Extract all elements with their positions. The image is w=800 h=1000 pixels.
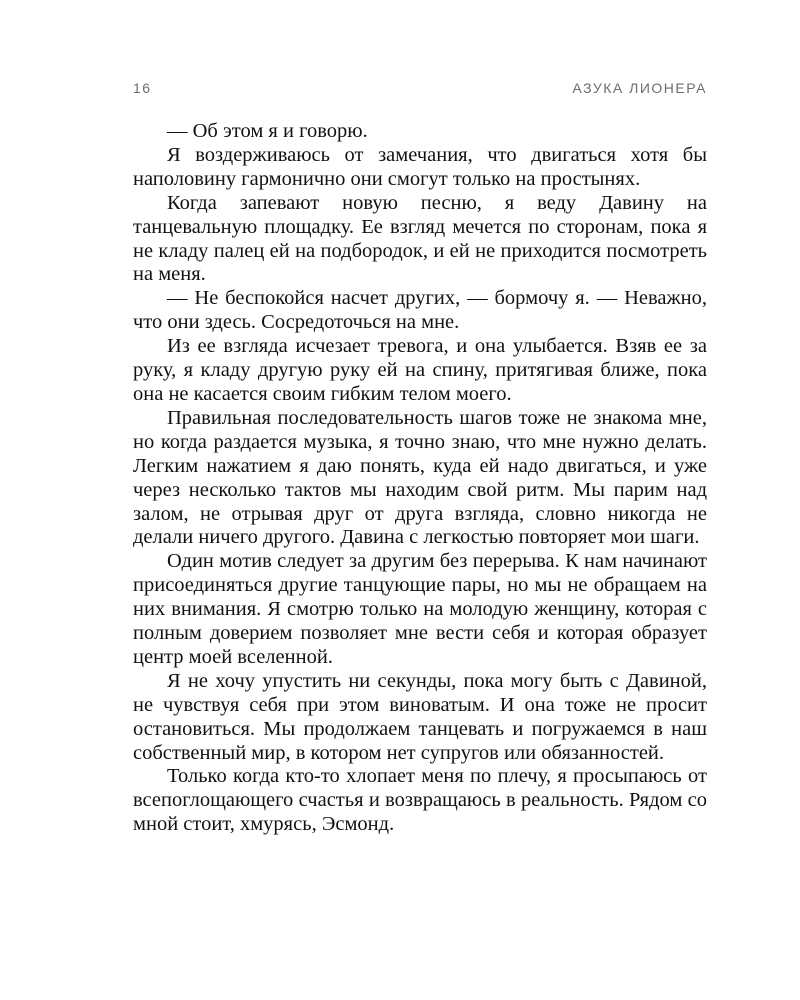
book-author: АЗУКА ЛИОНЕРА bbox=[572, 80, 707, 96]
paragraph: Когда запевают новую песню, я веду Давину на танцевальную площадку. Ее взгляд мечется по сторонам, пока я не кладу палец ей на подбородок, и ей не приходится посмотреть на меня. bbox=[133, 191, 707, 286]
paragraph: — Об этом я и говорю. bbox=[167, 120, 368, 142]
paragraph: Только когда кто-то хлопает меня по плечу, я просыпаюсь от всепоглощающего счастья и возвращаюсь в реальность. Рядом со мной стоит, хмурясь, Эсмонд. bbox=[133, 765, 707, 836]
paragraph: Правильная последовательность шагов тоже не знакома мне, но когда раздается музыка, я точно знаю, что мне нужно делать. Легким нажатием я даю понять, куда ей надо двигаться, и уже через несколько тактов мы находим свой ритм. Мы парим над залом, не отрывая друг от друга взгляда, словно никогда не делали ничего другого. Давина с легкостью повторяет мои шаги. bbox=[133, 406, 707, 549]
page-number: 16 bbox=[133, 80, 152, 96]
body-text bbox=[133, 120, 707, 837]
running-head bbox=[133, 80, 707, 100]
paragraph: — Не беспокойся насчет других, — бормочу я. — Неважно, что они здесь. Сосредоточься на мне. bbox=[133, 287, 707, 334]
paragraph: Я не хочу упустить ни секунды, пока могу быть с Давиной, не чувствуя себя при этом виноватым. И она тоже не просит остановиться. Мы продолжаем танцевать и погружаемся в наш собственный мир, в котором нет супругов или обязанностей. bbox=[133, 669, 707, 764]
paragraph: Я воздерживаюсь от замечания, что двигаться хотя бы наполовину гармонично они смогут только на простынях. bbox=[133, 143, 707, 190]
paragraph: Один мотив следует за другим без перерыва. К нам начинают присоединяться другие танцующие пары, но мы не обращаем на них внимания. Я смотрю только на молодую женщину, которая с полным доверием позволяет мне вести себя и которая образует центр моей вселенной. bbox=[133, 550, 707, 668]
paragraph: Из ее взгляда исчезает тревога, и она улыбается. Взяв ее за руку, я кладу другую руку ей на спину, притягивая ближе, пока она не касается своим гибким телом моего. bbox=[133, 335, 707, 405]
